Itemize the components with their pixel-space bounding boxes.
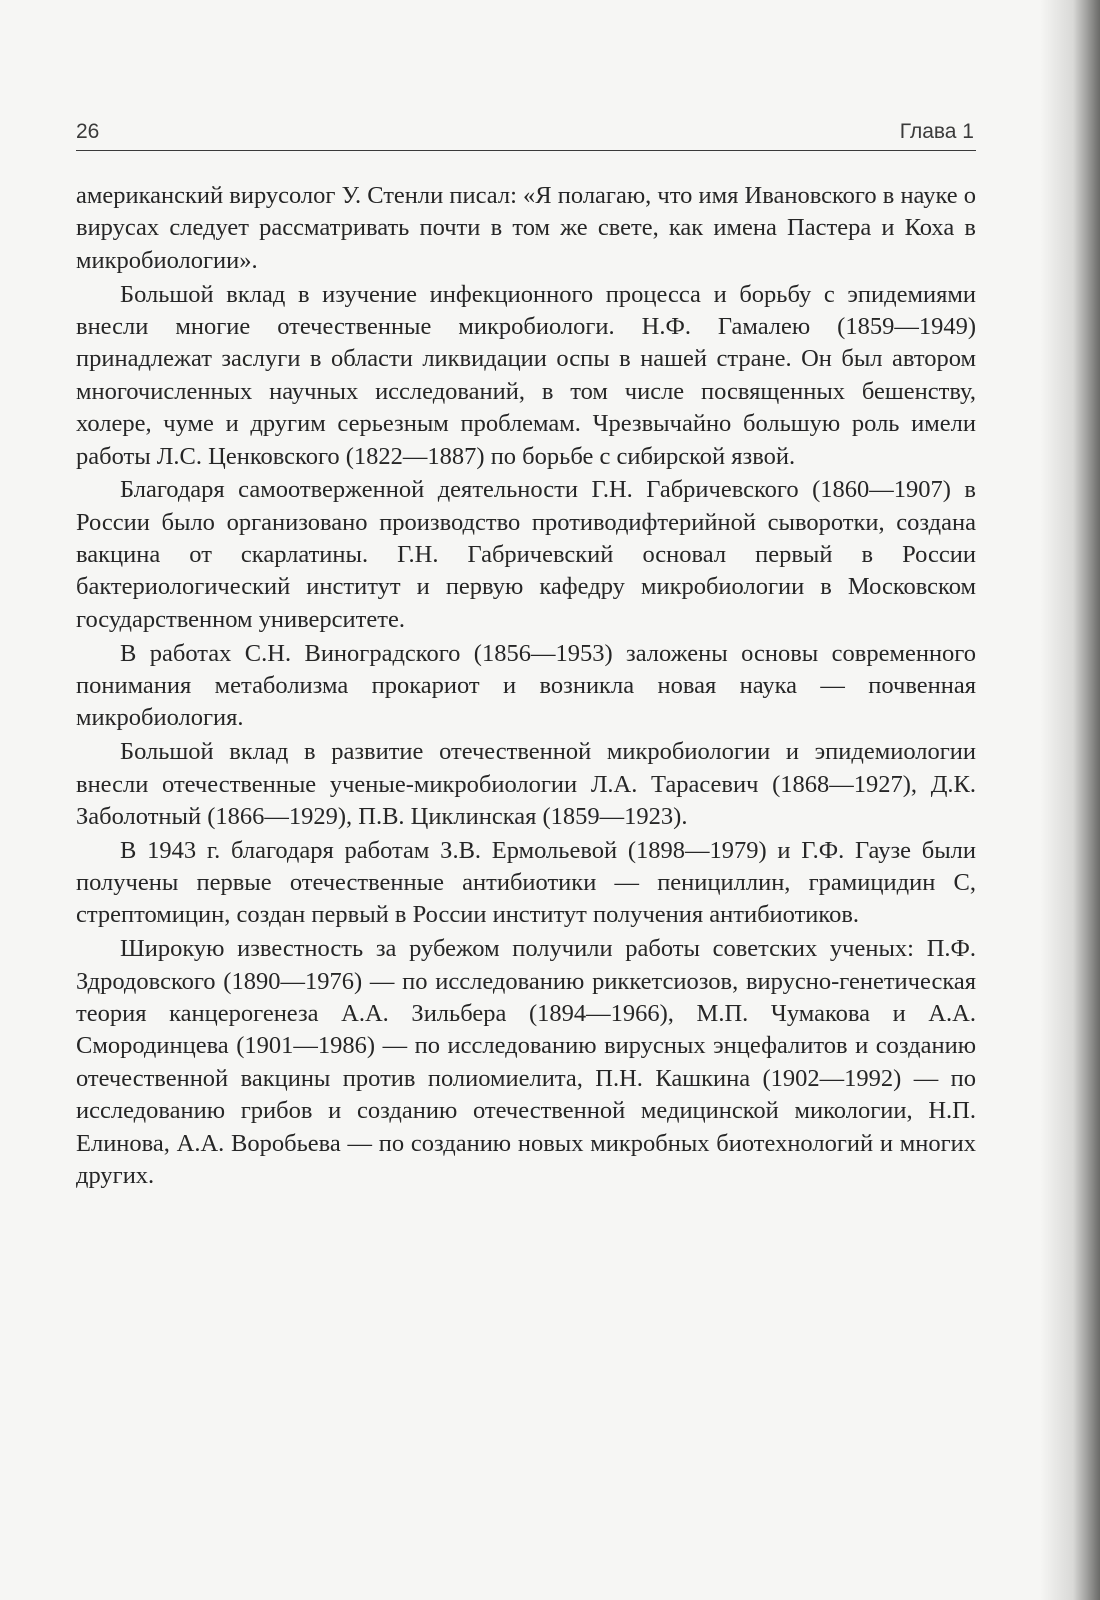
page-number: 26 <box>76 120 100 143</box>
body-text <box>76 180 976 1194</box>
page-gutter-shadow <box>1040 0 1100 1600</box>
paragraph: В работах С.Н. Виноградского (1856—1953) заложены основы современного понимания метаболизма прокариот и возникла новая наука — почвенная микробиология. <box>76 639 976 732</box>
paragraph: Большой вклад в изучение инфекционного процесса и борьбу с эпидемиями внесли многие отечественные микробиологи. Н.Ф. Гамалею (1859—1949) принадлежат заслуги в области ликвидации оспы в нашей стране. Он был автором многочисленных научных исследований, в том числе посвященных бешенству, холере, чуме и другим серьезным проблемам. Чрезвычайно большую роль имели работы Л.С. Ценковского (1822—1887) по борьбе с сибирской язвой. <box>76 280 976 470</box>
paragraph: Широкую известность за рубежом получили работы советских ученых: П.Ф. Здродовского (1890—1976) — по исследованию риккетсиозов, вирусно-генетическая теория канцерогенеза А.А. Зильбера (1894—1966), М.П. Чумакова и А.А. Смородинцева (1901—1986) — по исследованию вирусных энцефалитов и созданию отечественной вакцины против полиомиелита, П.Н. Кашкина (1902—1992) — по исследованию грибов и созданию отечественной медицинской микологии, Н.П. Елинова, А.А. Воробьева — по созданию новых микробных биотехнологий и многих других. <box>76 935 976 1189</box>
paragraph: американский вирусолог У. Стенли писал: «Я полагаю, что имя Ивановского в науке о вирусах следует рассматривать почти в том же свете, как имена Пастера и Коха в микробиологии». <box>76 182 976 274</box>
running-header <box>76 118 976 151</box>
chapter-title: Глава 1 <box>899 120 974 143</box>
paragraph: Благодаря самоотверженной деятельности Г.Н. Габричевского (1860—1907) в России было организовано производство противодифтерийной сыворотки, создана вакцина от скарлатины. Г.Н. Габричевский основал первый в России бактериологический институт и первую кафедру микробиологии в Московском государственном университете. <box>76 476 976 633</box>
paragraph: Большой вклад в развитие отечественной микробиологии и эпидемиологии внесли отечественные ученые-микробиологии Л.А. Тарасевич (1868—1927), Д.К. Заболотный (1866—1929), П.В. Циклинская (1859—1923). <box>76 738 976 830</box>
paragraph: В 1943 г. благодаря работам З.В. Ермольевой (1898—1979) и Г.Ф. Гаузе были получены первые отечественные антибиотики — пенициллин, грамицидин С, стрептомицин, создан первый в России институт получения антибиотиков. <box>76 836 976 929</box>
